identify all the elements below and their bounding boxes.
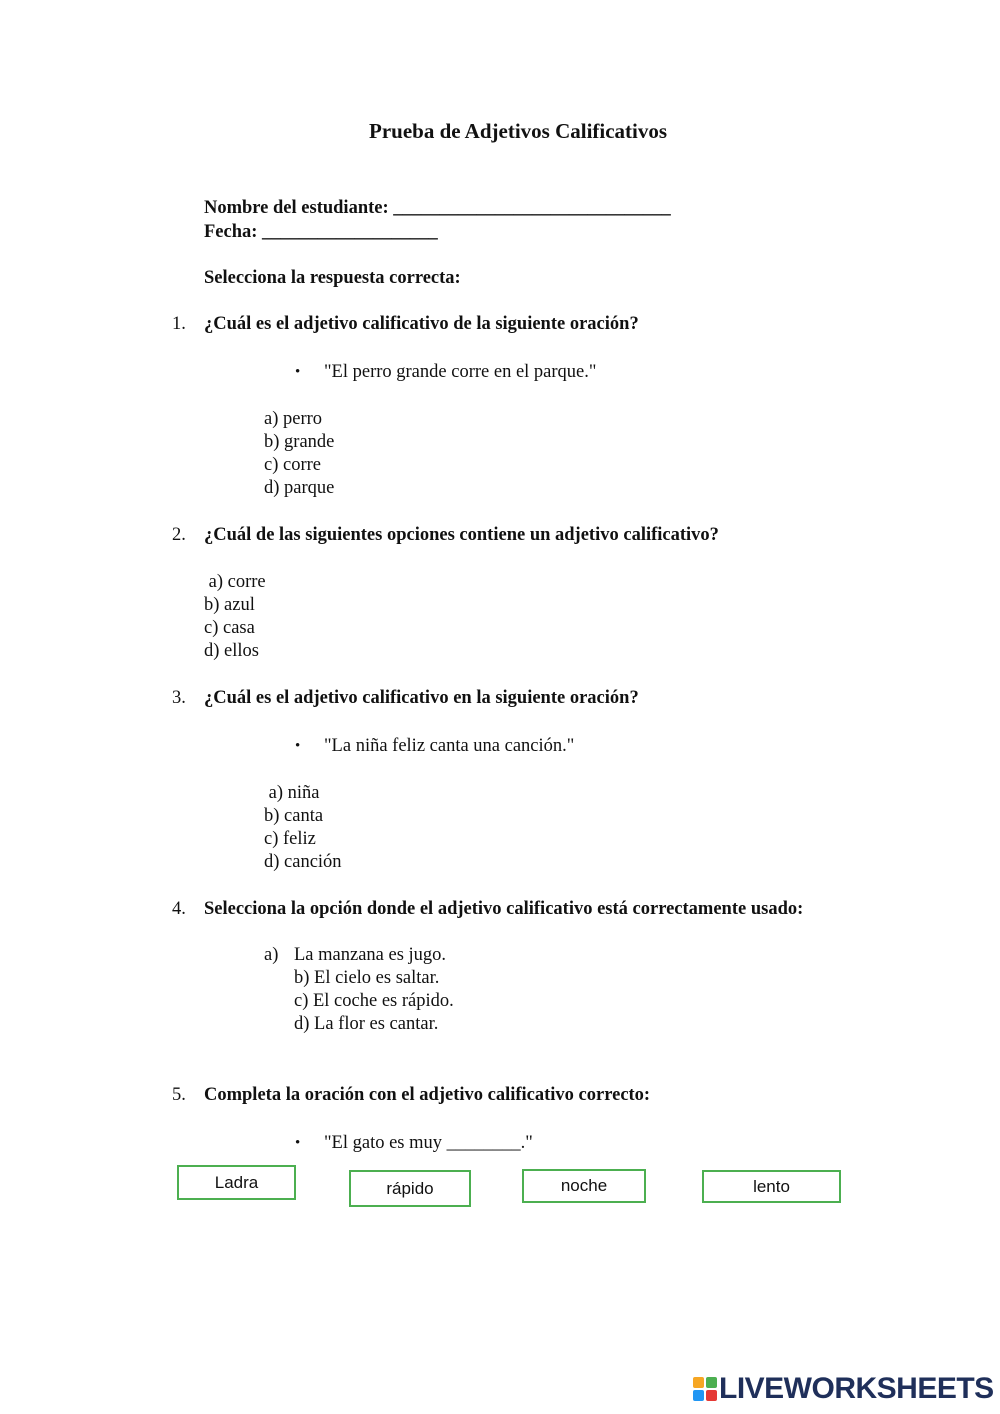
student-name-label: Nombre del estudiante: ______________________________ (204, 198, 671, 218)
page-title: Prueba de Adjetivos Calificativos (369, 119, 668, 143)
example-sentence: "El gato es muy ________." (324, 1133, 533, 1153)
answer-choice-ladra[interactable]: Ladra (177, 1165, 296, 1200)
answer-choice-lento[interactable]: lento (702, 1170, 841, 1203)
option-marker: a) (264, 945, 279, 965)
option-d: d) La flor es cantar. (294, 1014, 439, 1034)
option-b: b) El cielo es saltar. (294, 968, 440, 988)
option-a: a) corre (204, 572, 266, 592)
example-sentence: "La niña feliz canta una canción." (324, 736, 575, 756)
liveworksheets-logo (693, 1372, 994, 1406)
option-a: a) niña (264, 783, 320, 803)
answer-choice-noche[interactable]: noche (522, 1169, 646, 1203)
bullet-icon: • (295, 364, 301, 380)
option-c: c) feliz (264, 829, 316, 849)
question-number: 1. (172, 314, 186, 334)
option-d: d) ellos (204, 641, 259, 661)
question-text: ¿Cuál es el adjetivo calificativo en la siguiente oración? (204, 688, 639, 708)
question-text: ¿Cuál es el adjetivo calificativo de la siguiente oración? (204, 314, 639, 334)
option-b: b) azul (204, 595, 255, 615)
bullet-icon: • (295, 1135, 301, 1151)
option-c: c) El coche es rápido. (294, 991, 454, 1011)
brand-text: LIVEWORKSHEETS (719, 1372, 994, 1405)
instruction: Selecciona la respuesta correcta: (204, 268, 461, 288)
question-number: 3. (172, 688, 186, 708)
question-number: 4. (172, 899, 186, 919)
option-b: b) grande (264, 432, 335, 452)
question-text: ¿Cuál de las siguientes opciones contiene un adjetivo calificativo? (204, 525, 719, 545)
answer-choice-rapido[interactable]: rápido (349, 1170, 471, 1207)
option-d: d) parque (264, 478, 335, 498)
option-c: c) corre (264, 455, 321, 475)
example-sentence: "El perro grande corre en el parque." (324, 362, 597, 382)
question-number: 5. (172, 1085, 186, 1105)
option-d: d) canción (264, 852, 342, 872)
question-text: Completa la oración con el adjetivo calificativo correcto: (204, 1085, 651, 1105)
option-c: c) casa (204, 618, 255, 638)
bullet-icon: • (295, 738, 301, 754)
option-b: b) canta (264, 806, 324, 826)
question-number: 2. (172, 525, 186, 545)
option-a: La manzana es jugo. (294, 945, 447, 965)
liveworksheets-logo-icon (693, 1377, 717, 1401)
date-label: Fecha: ___________________ (204, 222, 438, 242)
option-a: a) perro (264, 409, 323, 429)
question-text: Selecciona la opción donde el adjetivo calificativo está correctamente usado: (204, 899, 804, 919)
